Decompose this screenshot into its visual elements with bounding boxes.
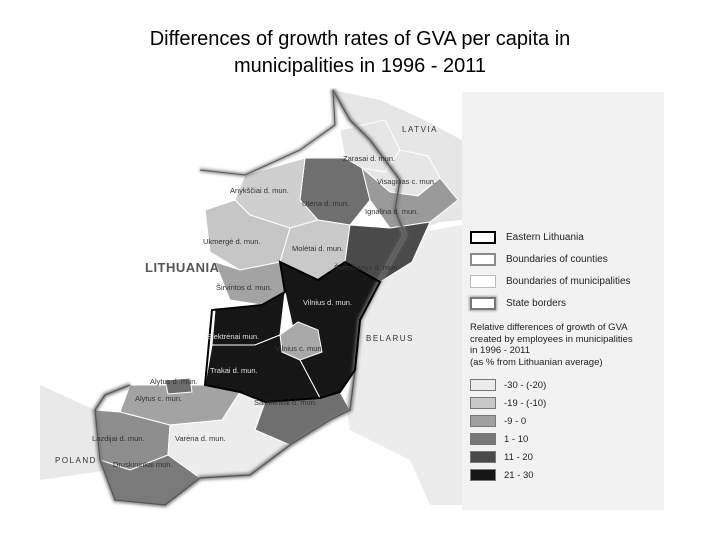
legend-class-label: -30 - (-20) [504,379,547,391]
label-ignalina: Ignalina d. mun. [365,207,419,216]
legend-heading-line: created by employees in municipalities [470,333,633,345]
label-belarus: BELARUS [366,334,414,343]
legend-label: Boundaries of counties [506,253,608,265]
legend-heading-line: Relative differences of growth of GVA [470,322,628,333]
label-lazdijai: Lazdijai d. mun. [92,434,145,443]
label-anyksciai: Anykščiai d. mun. [230,186,289,195]
legend [470,226,660,484]
label-druskininkai: Druskininkai mun. [113,460,173,469]
legend-class-1 [470,376,660,394]
legend-class-label: -19 - (-10) [504,397,547,409]
label-ukmerge: Ukmergė d. mun. [203,237,261,246]
legend-class-2 [470,394,660,412]
legend-label: State borders [506,297,567,309]
legend-item-municipality-boundaries [470,270,660,292]
legend-swatch [470,451,496,463]
legend-item-eastern-lithuania [470,226,660,248]
label-vilnius-c: Vilnius c. mun. [275,344,324,353]
legend-class-label: 21 - 30 [504,469,534,481]
label-trakai: Trakai d. mun. [210,366,258,375]
legend-swatch-eastern-lithuania [470,231,496,244]
legend-swatch [470,415,496,427]
label-moletai: Molėtai d. mun. [292,244,344,253]
legend-heading [470,322,660,368]
legend-label: Boundaries of municipalities [506,275,631,287]
legend-swatch-state-borders [470,297,496,310]
label-latvia: LATVIA [402,125,438,134]
legend-heading-line: (as % from Lithuanian average) [470,356,603,368]
label-alytus-c: Alytus c. mun. [135,394,183,403]
legend-swatch-municipality-boundaries [470,275,496,288]
legend-class-4 [470,430,660,448]
label-sirvintos: Širvintos d. mun. [216,283,272,292]
legend-swatch [470,469,496,481]
map-title [60,26,660,80]
label-poland: POLAND [55,456,97,465]
legend-class-label: 1 - 10 [504,433,529,445]
legend-swatch [470,379,496,391]
legend-class-label: -9 - 0 [504,415,527,427]
label-visaginas: Visaginas c. mun. [377,177,437,186]
title-line-2: municipalities in 1996 - 2011 [233,55,486,77]
title-line-1: Differences of growth rates of GVA per capita in [149,28,571,50]
label-vilnius-d: Vilnius d. mun. [303,298,353,307]
legend-swatch [470,433,496,445]
legend-item-state-borders [470,292,660,314]
legend-swatch [470,397,496,409]
legend-item-county-boundaries [470,248,660,270]
label-salcininkai: Šalčininkai d. mun. [254,398,317,407]
legend-class-6 [470,466,660,484]
label-zarasai: Zarasai d. mun. [343,154,396,163]
legend-heading-line: in 1996 - 2011 [470,345,531,356]
legend-class-label: 11 - 20 [504,451,533,463]
label-svencionys: Švenčionys d. mun. [334,263,400,272]
legend-label: Eastern Lithuania [506,231,584,243]
label-lithuania: LITHUANIA [145,260,220,275]
label-utena: Utena d. mun. [302,199,350,208]
legend-class-5 [470,448,660,466]
label-alytus-d: Alytus d. mun. [150,377,198,386]
legend-swatch-county-boundaries [470,253,496,266]
label-varena: Varėna d. mun. [175,434,226,443]
legend-class-3 [470,412,660,430]
label-elektrenai: Elektrėnai mun. [207,332,260,341]
